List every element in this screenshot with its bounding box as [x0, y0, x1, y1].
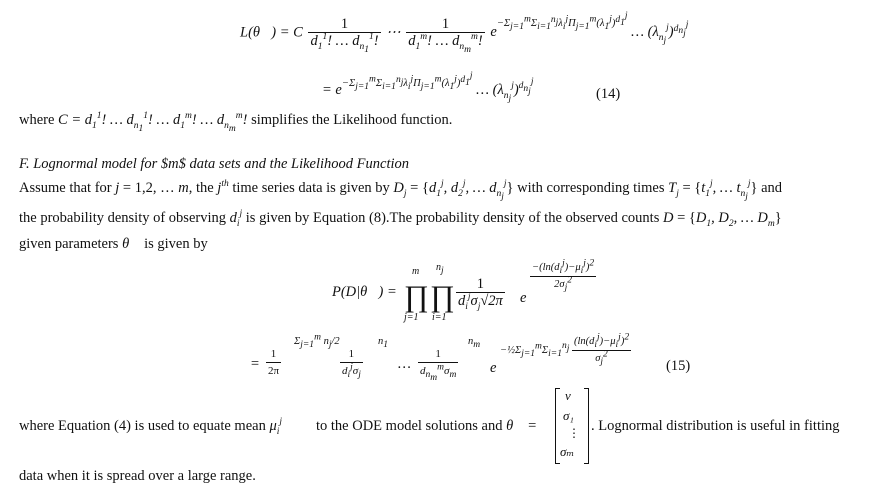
final-line: data when it is spread over a large range.: [19, 468, 256, 484]
para-line1: Assume that for j = 1,2, … m, the $j^{th}$ time series data is given by $D_j = \{d_1^j$, $d_2^j$, … $d_{n_j}^j$} with corresponding times $T_j = \{t_1^j$, … $t_{n_j}^j$} and: [19, 179, 783, 202]
eq14-number: (14): [596, 86, 621, 102]
eq14-frac2: $\frac{1}{d_1^m! \dots d_{n_m}^m!}$: [408, 16, 483, 55]
theta-vector: v⃗ σ₁ ⋮ σₘ: [555, 388, 589, 464]
eq14-lhs: L(θ⃗) = C: [240, 24, 303, 41]
para-line3: given parameters θ⃗ is given by: [19, 236, 208, 252]
where-c-line: where $C = d_1^1$! … $d_{n_1}^1$! … $d_1^m$! … $d_{n_m}^m$! simplifies the Likelihood function.: [19, 111, 453, 134]
eq14-line2: = $e^{-\Sigma_{j=1}^m\Sigma_{i=1}^{n_j}\lambda_i^j\Pi_{j=1}^m(\lambda_1^j)^{d_1^j}}$ … $(\lambda_{n_j}^j)^{d_{n_j}^j}$: [322, 70, 534, 104]
section-heading: F. Lognormal model for $m$ data sets and the Likelihood Function: [19, 156, 410, 172]
where-eq4-line: where Equation (4) is used to equate mean $\mu_i^j$ to the ODE model solutions and θ⃗ = v⃗ σ₁ ⋮ σₘ . Lognormal distribution is useful in fitting: [19, 388, 879, 464]
eq14-frac1: $\frac{1}{d_1^1! \dots d_{n_1}^1!}$: [310, 16, 379, 55]
eq15-number: (15): [666, 358, 691, 374]
eq14-line1: L(θ⃗) = C $\frac{1}{d_1^1! \dots d_{n_1}^1!}$ ⋯ $\frac{1}{d_1^m! \dots d_{n_m}^m!}$ $e^{-\Sigma_{j=1}^m\Sigma_{i=1}^{n_j}\lambda_i^j\Pi_{j=1}^m(\lambda_1^j)^{d_1^j}}$ … $(\lambda_{n_j}^j)^{d_{n_j}^j}$: [240, 10, 689, 55]
para-line2: the probability density of observing $d_i^j$ is given by Equation (8).The probability density of the observed counts $D = \{D_1$, $D_2$, … $D_m$}: [19, 209, 782, 229]
